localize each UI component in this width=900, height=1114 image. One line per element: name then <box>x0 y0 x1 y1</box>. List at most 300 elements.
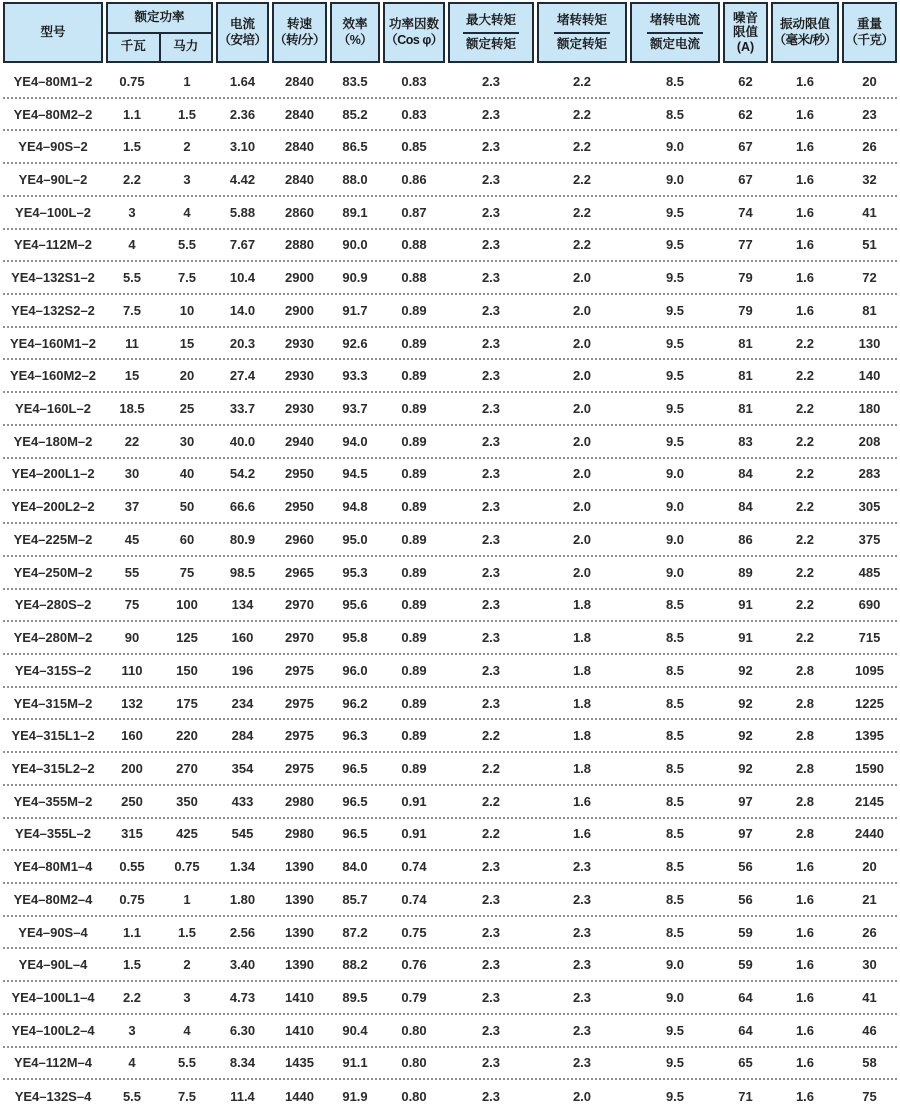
cell-kw: 0.75 <box>119 73 145 89</box>
cell-locked-rotor-torque-ratio: 2.0 <box>572 401 592 417</box>
cell-vibration-limit: 1.6 <box>795 1055 815 1071</box>
cell-locked-rotor-current-ratio: 9.5 <box>665 270 685 286</box>
cell-noise-limit: 56 <box>738 859 753 875</box>
cell-vibration-limit: 1.6 <box>795 172 815 188</box>
cell-max-torque-ratio: 2.3 <box>481 237 501 253</box>
cell-current: 354 <box>231 760 254 776</box>
cell-efficiency: 85.2 <box>342 106 368 122</box>
table-body <box>3 66 897 1113</box>
cell-max-torque-ratio: 2.3 <box>481 989 501 1005</box>
cell-efficiency: 94.0 <box>342 433 368 449</box>
cell-locked-rotor-torque-ratio: 1.6 <box>572 793 592 809</box>
cell-weight: 26 <box>862 924 877 940</box>
cell-power-factor: 0.89 <box>401 531 427 547</box>
header-vibration-limit: 振动限值 （毫米/秒） <box>771 2 839 63</box>
cell-efficiency: 96.5 <box>342 793 368 809</box>
motor-spec-table <box>3 2 897 1113</box>
cell-speed: 2975 <box>285 695 314 711</box>
cell-vibration-limit: 2.2 <box>795 401 815 417</box>
cell-locked-rotor-torque-ratio: 2.0 <box>572 499 592 515</box>
cell-efficiency: 96.3 <box>342 728 368 744</box>
table-row <box>3 524 897 557</box>
cell-weight: 2145 <box>855 793 884 809</box>
cell-efficiency: 95.3 <box>342 564 368 580</box>
cell-hp: 100 <box>176 597 198 613</box>
cell-kw: 2.2 <box>122 989 142 1005</box>
cell-hp: 2 <box>183 957 191 973</box>
header-model <box>3 2 103 63</box>
header-rated-power-title: 额定功率 <box>108 4 211 34</box>
cell-power-factor: 0.91 <box>401 826 427 842</box>
table-row <box>3 753 897 786</box>
cell-efficiency: 95.8 <box>342 630 368 646</box>
cell-max-torque-ratio: 2.3 <box>481 499 501 515</box>
cell-speed: 2970 <box>285 630 314 646</box>
cell-speed: 1410 <box>285 1022 314 1038</box>
cell-max-torque-ratio: 2.3 <box>481 204 501 220</box>
cell-locked-rotor-current-ratio: 9.0 <box>665 564 685 580</box>
cell-locked-rotor-current-ratio: 8.5 <box>665 924 685 940</box>
cell-max-torque-ratio: 2.3 <box>481 924 501 940</box>
cell-locked-rotor-torque-ratio: 2.0 <box>572 564 592 580</box>
table-row <box>3 99 897 132</box>
cell-kw: 4 <box>128 237 136 253</box>
cell-power-factor: 0.89 <box>401 695 427 711</box>
cell-vibration-limit: 2.2 <box>795 499 815 515</box>
cell-weight: 1095 <box>855 662 884 678</box>
table-row <box>3 1080 897 1113</box>
cell-weight: 32 <box>862 172 877 188</box>
cell-kw: 45 <box>124 531 140 547</box>
cell-kw: 37 <box>124 499 140 515</box>
cell-kw: 15 <box>124 368 140 384</box>
cell-kw: 22 <box>124 433 140 449</box>
cell-kw: 11 <box>125 335 139 351</box>
cell-weight: 21 <box>862 891 877 907</box>
cell-noise-limit: 91 <box>738 597 753 613</box>
cell-vibration-limit: 2.8 <box>795 662 815 678</box>
cell-locked-rotor-torque-ratio: 2.0 <box>572 335 592 351</box>
cell-noise-limit: 77 <box>738 237 753 253</box>
cell-power-factor: 0.89 <box>401 335 427 351</box>
cell-vibration-limit: 2.8 <box>795 826 815 842</box>
cell-noise-limit: 67 <box>738 172 753 188</box>
cell-locked-rotor-current-ratio: 9.5 <box>665 433 685 449</box>
cell-hp: 4 <box>183 1022 191 1038</box>
cell-locked-rotor-current-ratio: 8.5 <box>665 106 685 122</box>
cell-efficiency: 89.5 <box>342 989 368 1005</box>
header-weight: 重量 （千克） <box>842 2 897 63</box>
cell-max-torque-ratio: 2.3 <box>481 401 501 417</box>
cell-efficiency: 87.2 <box>342 924 368 940</box>
cell-model: YE4–180M–2 <box>13 433 93 449</box>
cell-model: YE4–132S2–2 <box>11 302 95 318</box>
cell-locked-rotor-torque-ratio: 2.0 <box>572 270 592 286</box>
cell-locked-rotor-current-ratio: 9.0 <box>665 957 685 973</box>
cell-noise-limit: 92 <box>738 728 753 744</box>
cell-weight: 72 <box>862 270 877 286</box>
cell-locked-rotor-torque-ratio: 1.6 <box>572 826 592 842</box>
table-row <box>3 590 897 623</box>
cell-speed: 2840 <box>285 172 314 188</box>
cell-speed: 2980 <box>285 793 314 809</box>
cell-max-torque-ratio: 2.2 <box>481 760 501 776</box>
table-row <box>3 884 897 917</box>
cell-current: 234 <box>231 695 254 711</box>
cell-model: YE4–355M–2 <box>13 793 93 809</box>
cell-locked-rotor-torque-ratio: 1.8 <box>572 630 592 646</box>
cell-noise-limit: 65 <box>738 1055 753 1071</box>
cell-noise-limit: 92 <box>738 760 753 776</box>
cell-vibration-limit: 1.6 <box>795 989 815 1005</box>
cell-max-torque-ratio: 2.3 <box>481 73 501 89</box>
cell-max-torque-ratio: 2.3 <box>481 335 501 351</box>
cell-kw: 0.55 <box>119 859 145 875</box>
cell-locked-rotor-current-ratio: 9.0 <box>665 466 685 482</box>
cell-kw: 250 <box>121 793 143 809</box>
header-kw: 千瓦 <box>108 34 161 62</box>
header-locked-rotor-torque-ratio: 堵转转矩 额定转矩 <box>537 2 627 63</box>
cell-locked-rotor-current-ratio: 8.5 <box>665 695 685 711</box>
cell-hp: 60 <box>179 531 195 547</box>
table-row <box>3 295 897 328</box>
cell-vibration-limit: 1.6 <box>795 1089 815 1105</box>
cell-power-factor: 0.89 <box>401 564 427 580</box>
header-rated-power-group <box>106 2 213 63</box>
cell-kw: 160 <box>121 728 143 744</box>
cell-locked-rotor-current-ratio: 9.5 <box>665 302 685 318</box>
cell-speed: 2970 <box>285 597 314 613</box>
cell-speed: 2975 <box>285 662 314 678</box>
cell-current: 433 <box>231 793 254 809</box>
cell-current: 284 <box>231 728 254 744</box>
cell-weight: 1590 <box>855 760 884 776</box>
cell-noise-limit: 84 <box>738 466 753 482</box>
cell-model: YE4–200L1–2 <box>11 466 95 482</box>
cell-kw: 90 <box>124 630 140 646</box>
cell-speed: 2930 <box>285 401 314 417</box>
cell-hp: 270 <box>176 760 198 776</box>
cell-current: 8.34 <box>229 1055 256 1071</box>
cell-locked-rotor-torque-ratio: 2.2 <box>572 139 592 155</box>
cell-speed: 2975 <box>285 728 314 744</box>
cell-vibration-limit: 1.6 <box>795 859 815 875</box>
cell-efficiency: 89.1 <box>342 204 368 220</box>
cell-model: YE4–315S–2 <box>14 662 92 678</box>
cell-locked-rotor-torque-ratio: 2.2 <box>572 106 592 122</box>
cell-power-factor: 0.88 <box>401 270 427 286</box>
cell-max-torque-ratio: 2.3 <box>481 1055 501 1071</box>
cell-locked-rotor-current-ratio: 9.5 <box>665 237 685 253</box>
cell-kw: 5.5 <box>122 270 142 286</box>
cell-locked-rotor-torque-ratio: 2.3 <box>572 1055 592 1071</box>
cell-locked-rotor-current-ratio: 9.5 <box>665 1055 685 1071</box>
header-model-label: 型号 <box>40 24 66 39</box>
cell-power-factor: 0.89 <box>401 466 427 482</box>
cell-model: YE4–80M2–4 <box>13 891 93 907</box>
cell-noise-limit: 92 <box>738 662 753 678</box>
cell-hp: 3 <box>183 172 191 188</box>
cell-locked-rotor-current-ratio: 8.5 <box>665 760 685 776</box>
cell-model: YE4–250M–2 <box>13 564 93 580</box>
cell-current: 1.64 <box>229 73 256 89</box>
cell-locked-rotor-torque-ratio: 2.0 <box>572 1089 592 1105</box>
cell-power-factor: 0.89 <box>401 499 427 515</box>
cell-model: YE4–90S–4 <box>18 924 88 940</box>
cell-weight: 180 <box>858 401 881 417</box>
table-row <box>3 459 897 492</box>
cell-efficiency: 96.0 <box>342 662 368 678</box>
cell-max-torque-ratio: 2.3 <box>481 564 501 580</box>
cell-model: YE4–100L–2 <box>15 204 91 220</box>
cell-weight: 140 <box>858 368 881 384</box>
cell-locked-rotor-torque-ratio: 2.3 <box>572 957 592 973</box>
cell-efficiency: 95.0 <box>342 531 368 547</box>
cell-model: YE4–80M1–2 <box>13 73 93 89</box>
cell-model: YE4–315L2–2 <box>11 760 95 776</box>
cell-locked-rotor-torque-ratio: 1.8 <box>572 728 592 744</box>
cell-current: 1.34 <box>229 859 256 875</box>
cell-speed: 2840 <box>285 139 314 155</box>
cell-weight: 375 <box>858 531 881 547</box>
cell-hp: 4 <box>183 204 191 220</box>
cell-power-factor: 0.76 <box>401 957 427 973</box>
cell-current: 98.5 <box>229 564 256 580</box>
cell-current: 27.4 <box>229 368 256 384</box>
cell-locked-rotor-current-ratio: 9.0 <box>665 172 685 188</box>
cell-kw: 18.5 <box>119 401 145 417</box>
cell-current: 66.6 <box>229 499 256 515</box>
cell-efficiency: 90.4 <box>342 1022 368 1038</box>
cell-weight: 2440 <box>855 826 884 842</box>
cell-locked-rotor-torque-ratio: 2.2 <box>572 204 592 220</box>
cell-power-factor: 0.74 <box>401 891 427 907</box>
cell-locked-rotor-torque-ratio: 2.3 <box>572 1022 592 1038</box>
cell-kw: 0.75 <box>119 891 145 907</box>
table-row <box>3 786 897 819</box>
cell-hp: 0.75 <box>174 859 200 875</box>
cell-max-torque-ratio: 2.3 <box>481 630 501 646</box>
cell-hp: 1.5 <box>177 106 197 122</box>
cell-hp: 425 <box>176 826 198 842</box>
cell-noise-limit: 81 <box>738 401 753 417</box>
cell-noise-limit: 83 <box>738 433 753 449</box>
cell-noise-limit: 81 <box>738 368 753 384</box>
cell-hp: 75 <box>179 564 195 580</box>
cell-locked-rotor-current-ratio: 8.5 <box>665 728 685 744</box>
cell-noise-limit: 71 <box>738 1089 753 1105</box>
cell-weight: 75 <box>862 1089 877 1105</box>
cell-efficiency: 96.5 <box>342 760 368 776</box>
cell-weight: 46 <box>862 1022 877 1038</box>
cell-efficiency: 94.8 <box>342 499 368 515</box>
cell-locked-rotor-current-ratio: 9.0 <box>665 139 685 155</box>
cell-hp: 10 <box>179 302 195 318</box>
cell-speed: 1435 <box>285 1055 314 1071</box>
cell-hp: 30 <box>179 433 195 449</box>
cell-model: YE4–355L–2 <box>15 826 91 842</box>
cell-current: 4.42 <box>229 172 256 188</box>
cell-model: YE4–80M2–2 <box>13 106 93 122</box>
cell-locked-rotor-current-ratio: 9.5 <box>665 204 685 220</box>
cell-current: 4.73 <box>229 989 256 1005</box>
cell-max-torque-ratio: 2.3 <box>481 139 501 155</box>
cell-speed: 2950 <box>285 499 314 515</box>
cell-efficiency: 90.0 <box>342 237 368 253</box>
table-row <box>3 262 897 295</box>
cell-noise-limit: 91 <box>738 630 753 646</box>
cell-efficiency: 91.1 <box>342 1055 368 1071</box>
cell-noise-limit: 62 <box>738 106 753 122</box>
cell-current: 5.88 <box>229 204 256 220</box>
cell-noise-limit: 97 <box>738 793 753 809</box>
cell-model: YE4–160M2–2 <box>9 368 96 384</box>
cell-locked-rotor-current-ratio: 8.5 <box>665 73 685 89</box>
table-row <box>3 1015 897 1048</box>
cell-vibration-limit: 1.6 <box>795 957 815 973</box>
cell-speed: 1410 <box>285 989 314 1005</box>
cell-efficiency: 93.7 <box>342 401 368 417</box>
cell-power-factor: 0.89 <box>401 597 427 613</box>
cell-vibration-limit: 2.8 <box>795 793 815 809</box>
cell-speed: 2840 <box>285 73 314 89</box>
cell-speed: 2900 <box>285 270 314 286</box>
cell-noise-limit: 81 <box>738 335 753 351</box>
cell-efficiency: 91.9 <box>342 1089 368 1105</box>
cell-noise-limit: 79 <box>738 302 753 318</box>
cell-vibration-limit: 2.2 <box>795 433 815 449</box>
cell-max-torque-ratio: 2.3 <box>481 302 501 318</box>
cell-speed: 1390 <box>285 859 314 875</box>
cell-kw: 1.1 <box>122 106 142 122</box>
cell-locked-rotor-torque-ratio: 2.0 <box>572 433 592 449</box>
table-row <box>3 230 897 263</box>
cell-hp: 15 <box>179 335 195 351</box>
cell-current: 545 <box>231 826 254 842</box>
cell-weight: 51 <box>862 237 877 253</box>
table-row <box>3 557 897 590</box>
cell-hp: 1 <box>183 73 191 89</box>
cell-efficiency: 94.5 <box>342 466 368 482</box>
cell-model: YE4–80M1–4 <box>13 859 93 875</box>
cell-hp: 1 <box>183 891 191 907</box>
cell-locked-rotor-current-ratio: 9.0 <box>665 531 685 547</box>
cell-hp: 7.5 <box>177 270 197 286</box>
cell-power-factor: 0.79 <box>401 989 427 1005</box>
cell-speed: 2950 <box>285 466 314 482</box>
cell-model: YE4–315L1–2 <box>11 728 95 744</box>
table-row <box>3 1048 897 1081</box>
cell-vibration-limit: 1.6 <box>795 204 815 220</box>
cell-current: 196 <box>231 662 254 678</box>
cell-model: YE4–160M1–2 <box>9 335 96 351</box>
table-row <box>3 164 897 197</box>
table-row <box>3 982 897 1015</box>
cell-weight: 20 <box>862 73 877 89</box>
cell-hp: 3 <box>183 989 191 1005</box>
cell-locked-rotor-torque-ratio: 1.8 <box>572 597 592 613</box>
cell-locked-rotor-torque-ratio: 2.2 <box>572 73 592 89</box>
cell-current: 1.80 <box>229 891 256 907</box>
cell-max-torque-ratio: 2.3 <box>481 270 501 286</box>
cell-locked-rotor-current-ratio: 9.5 <box>665 401 685 417</box>
cell-max-torque-ratio: 2.3 <box>481 1022 501 1038</box>
cell-vibration-limit: 2.2 <box>795 531 815 547</box>
cell-weight: 81 <box>862 302 877 318</box>
cell-power-factor: 0.85 <box>401 139 427 155</box>
cell-speed: 1390 <box>285 924 314 940</box>
cell-speed: 2860 <box>285 204 314 220</box>
cell-model: YE4–280M–2 <box>13 630 93 646</box>
table-row <box>3 720 897 753</box>
cell-vibration-limit: 1.6 <box>795 270 815 286</box>
table-header <box>3 2 897 63</box>
table-row <box>3 851 897 884</box>
header-max-torque-ratio: 最大转矩 额定转矩 <box>448 2 534 63</box>
cell-kw: 110 <box>121 662 143 678</box>
cell-kw: 55 <box>124 564 140 580</box>
cell-speed: 2980 <box>285 826 314 842</box>
cell-weight: 58 <box>862 1055 877 1071</box>
cell-hp: 5.5 <box>177 1055 197 1071</box>
cell-kw: 132 <box>121 695 143 711</box>
cell-noise-limit: 56 <box>738 891 753 907</box>
cell-kw: 30 <box>124 466 140 482</box>
cell-power-factor: 0.89 <box>401 630 427 646</box>
table-row <box>3 328 897 361</box>
cell-max-torque-ratio: 2.3 <box>481 957 501 973</box>
cell-efficiency: 84.0 <box>342 859 368 875</box>
cell-vibration-limit: 2.2 <box>795 368 815 384</box>
cell-locked-rotor-current-ratio: 9.5 <box>665 335 685 351</box>
cell-model: YE4–100L1–4 <box>11 989 95 1005</box>
table-row <box>3 949 897 982</box>
cell-power-factor: 0.89 <box>401 760 427 776</box>
cell-power-factor: 0.91 <box>401 793 427 809</box>
cell-locked-rotor-current-ratio: 9.0 <box>665 499 685 515</box>
cell-efficiency: 88.0 <box>342 172 368 188</box>
cell-hp: 20 <box>179 368 195 384</box>
cell-power-factor: 0.86 <box>401 172 427 188</box>
cell-noise-limit: 97 <box>738 826 753 842</box>
cell-model: YE4–225M–2 <box>13 531 93 547</box>
cell-efficiency: 93.3 <box>342 368 368 384</box>
cell-current: 10.4 <box>229 270 256 286</box>
cell-model: YE4–200L2–2 <box>11 499 95 515</box>
cell-power-factor: 0.83 <box>401 106 427 122</box>
cell-hp: 25 <box>179 401 195 417</box>
cell-speed: 1390 <box>285 891 314 907</box>
cell-efficiency: 92.6 <box>342 335 368 351</box>
cell-weight: 41 <box>862 989 877 1005</box>
cell-weight: 20 <box>862 859 877 875</box>
cell-current: 54.2 <box>229 466 256 482</box>
table-row <box>3 688 897 721</box>
cell-locked-rotor-current-ratio: 8.5 <box>665 630 685 646</box>
cell-locked-rotor-current-ratio: 9.5 <box>665 368 685 384</box>
cell-kw: 3 <box>128 1022 136 1038</box>
cell-kw: 4 <box>128 1055 136 1071</box>
cell-power-factor: 0.80 <box>401 1022 427 1038</box>
cell-efficiency: 96.5 <box>342 826 368 842</box>
cell-noise-limit: 84 <box>738 499 753 515</box>
cell-locked-rotor-current-ratio: 8.5 <box>665 891 685 907</box>
cell-weight: 26 <box>862 139 877 155</box>
cell-efficiency: 88.2 <box>342 957 368 973</box>
header-speed: 转速 （转/分） <box>272 2 327 63</box>
cell-model: YE4–132S1–2 <box>11 270 95 286</box>
cell-weight: 23 <box>862 106 877 122</box>
